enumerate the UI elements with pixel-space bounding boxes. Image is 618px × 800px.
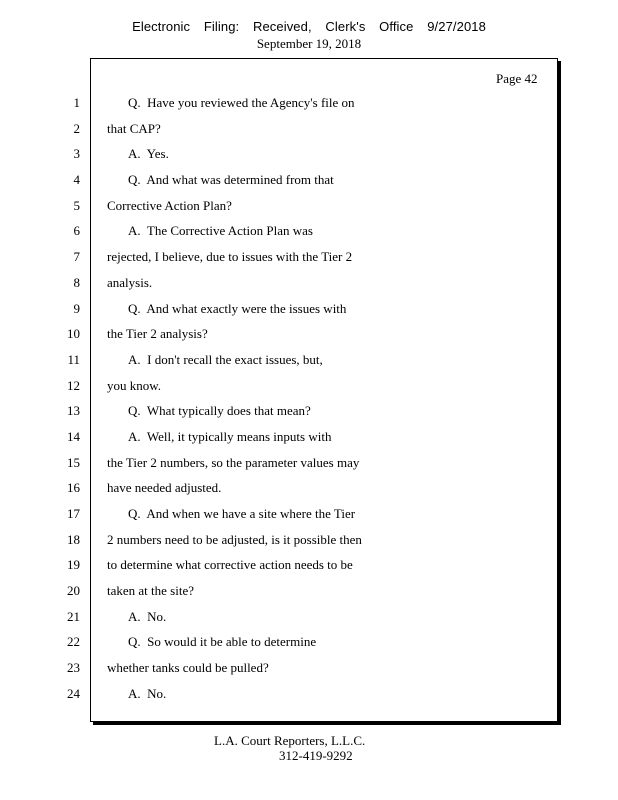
transcript-line	[0, 630, 618, 656]
line-text: have needed adjusted.	[107, 480, 222, 496]
line-text: Q. Have you reviewed the Agency's file on	[128, 95, 355, 110]
footer-phone: 312-419-9292	[279, 748, 353, 763]
line-text: you know.	[107, 377, 162, 393]
line-number: 13	[67, 403, 80, 419]
line-text: A. No.	[128, 608, 167, 624]
transcript-line	[0, 297, 618, 323]
line-text: the Tier 2 numbers, so the parameter values may	[107, 454, 360, 470]
line-number: 14	[67, 428, 80, 444]
line-number: 12	[67, 377, 80, 393]
transcript-lines	[0, 91, 618, 708]
line-number: 5	[73, 197, 80, 213]
stamp-part: Clerk's	[325, 19, 366, 34]
line-number: 22	[67, 634, 80, 650]
line-text: 2 numbers need to be adjusted, is it possible then	[107, 531, 362, 547]
line-text: Q. And what exactly were the issues with	[128, 300, 347, 316]
stamp-part: 9/27/2018	[427, 19, 486, 34]
transcript-line	[0, 553, 618, 579]
transcript-line	[0, 348, 618, 374]
stamp-date: September 19, 2018	[256, 36, 362, 51]
line-text: A. I don't recall the exact issues, but,	[128, 351, 323, 367]
line-number: 18	[67, 531, 80, 547]
transcript-line	[0, 374, 618, 400]
line-number: 16	[67, 480, 80, 496]
line-number: 4	[73, 172, 80, 188]
stamp-part: Filing:	[203, 19, 240, 34]
transcript-line	[0, 219, 618, 245]
transcript-line	[0, 451, 618, 477]
line-text: analysis.	[107, 274, 153, 290]
transcript-line	[0, 425, 618, 451]
line-number: 11	[67, 351, 80, 367]
transcript-line	[0, 142, 618, 168]
line-number: 10	[67, 326, 80, 342]
line-text: A. Well, it typically means inputs with	[128, 428, 332, 444]
line-text: A. No.	[128, 685, 167, 701]
line-text: the Tier 2 analysis?	[107, 326, 208, 342]
line-number: 1	[73, 95, 80, 110]
transcript-line	[0, 271, 618, 297]
transcript-line	[0, 682, 618, 708]
line-number: 6	[73, 223, 80, 239]
footer-company: L.A. Court Reporters, L.L.C.	[214, 733, 366, 748]
line-text: Corrective Action Plan?	[107, 197, 232, 213]
transcript-line	[0, 656, 618, 682]
line-number: 23	[67, 660, 80, 676]
line-text: whether tanks could be pulled?	[107, 660, 269, 676]
line-number: 3	[73, 146, 80, 162]
line-text: Q. So would it be able to determine	[128, 634, 317, 650]
transcript-line	[0, 399, 618, 425]
line-text: Q. What typically does that mean?	[128, 403, 311, 419]
transcript-line	[0, 168, 618, 194]
line-text: Q. And what was determined from that	[128, 172, 334, 188]
stamp-part: Received,	[252, 19, 312, 34]
transcript-line	[0, 91, 618, 117]
line-text: A. Yes.	[128, 146, 169, 162]
transcript-line	[0, 117, 618, 143]
stamp-part: Electronic	[132, 19, 191, 34]
line-text: A. The Corrective Action Plan was	[128, 223, 313, 239]
transcript-line	[0, 476, 618, 502]
line-number: 21	[67, 608, 80, 624]
line-number: 17	[67, 506, 80, 521]
transcript-line	[0, 194, 618, 220]
line-text: to determine what corrective action needs to be	[107, 557, 353, 573]
line-text: that CAP?	[107, 120, 161, 136]
filing-stamp	[0, 19, 618, 34]
stamp-part: Office	[379, 19, 414, 34]
line-text: taken at the site?	[107, 583, 194, 599]
transcript-line	[0, 579, 618, 605]
line-number: 19	[67, 557, 80, 573]
page-number: Page 42	[496, 71, 538, 86]
transcript-line	[0, 502, 618, 528]
line-text: Q. And when we have a site where the Tier	[128, 506, 356, 521]
line-number: 20	[67, 583, 80, 599]
line-number: 15	[67, 454, 80, 470]
transcript-line	[0, 245, 618, 271]
line-number: 2	[73, 120, 80, 136]
line-text: rejected, I believe, due to issues with the Tier 2	[107, 249, 353, 265]
line-number: 9	[73, 300, 80, 316]
line-number: 8	[73, 274, 80, 290]
transcript-line	[0, 605, 618, 631]
line-number: 24	[67, 685, 80, 701]
line-number: 7	[73, 249, 80, 265]
transcript-line	[0, 322, 618, 348]
transcript-line	[0, 528, 618, 554]
